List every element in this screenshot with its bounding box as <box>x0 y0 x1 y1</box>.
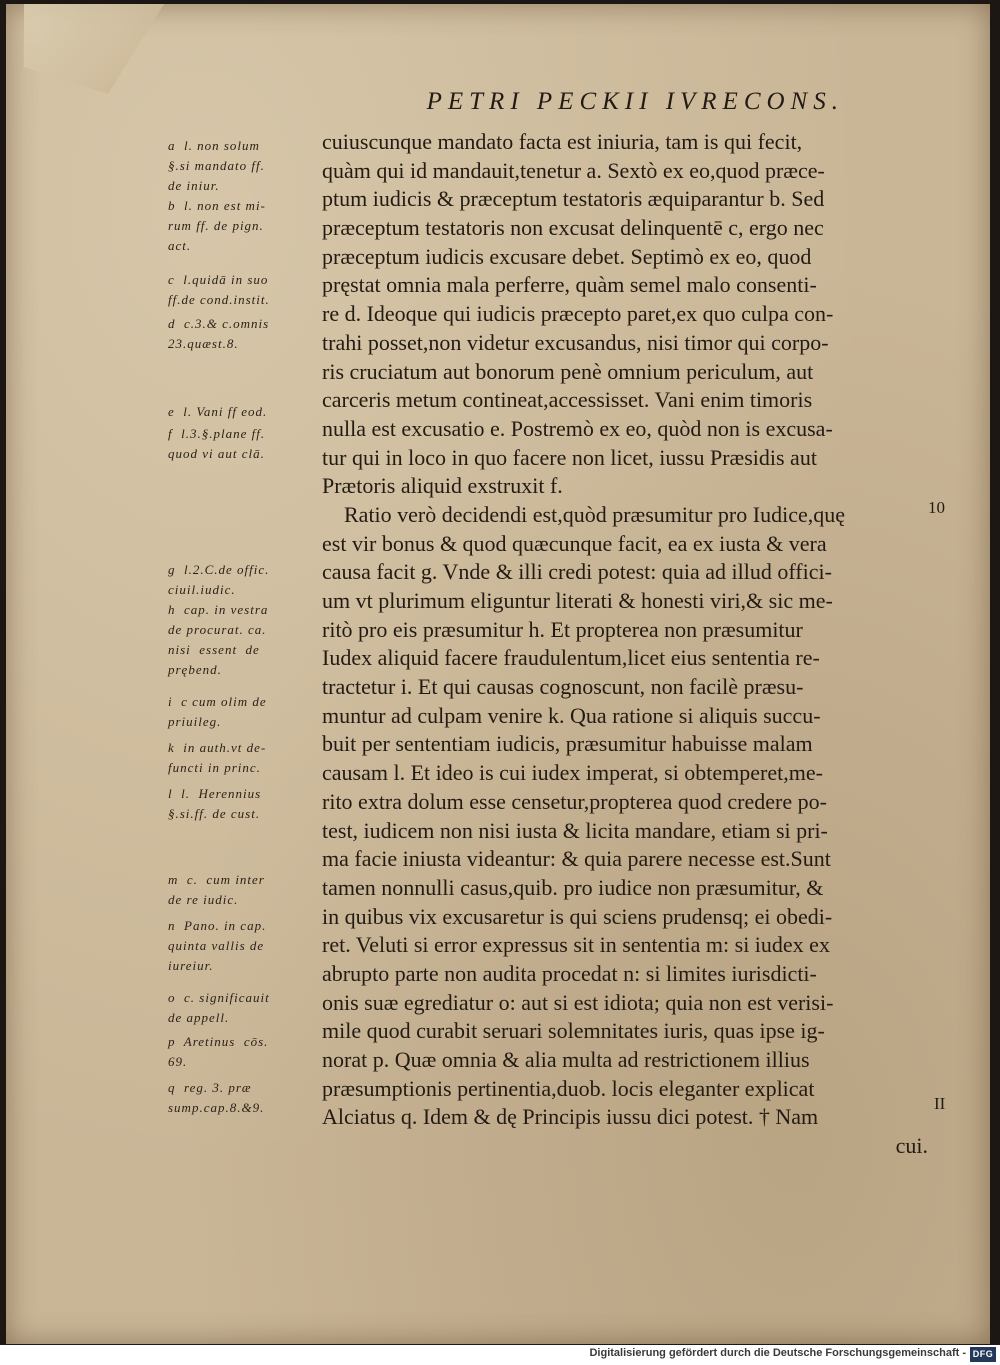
text-line: Iudex aliquid facere fraudulentum,licet eius sententia re- <box>322 645 820 671</box>
marginal-note: c l.quidā in suo ff.de cond.instit. <box>168 272 270 307</box>
text-line: Alciatus q. Idem & dę Principis iussu dici potest. † Nam <box>322 1104 819 1130</box>
text-line: cuiuscunque mandato facta est iniuria, tam is qui fecit, <box>322 129 803 154</box>
marginal-note: i c cum olim de priuileg. <box>168 694 267 729</box>
text-line: nulla est excusatio e. Postremò ex eo, quòd non is excusa- <box>322 415 833 441</box>
marginal-note: n Pano. in cap. quinta vallis de iureiur. <box>168 918 267 973</box>
text-line: pręstat omnia mala perferre, quàm semel malo consenti- <box>322 272 817 298</box>
text-line: buit per sententiam iudicis, præsumitur habuisse malam <box>322 731 813 757</box>
text-line: ris cruciatum aut bonorum penè omnium periculum, aut <box>322 358 814 384</box>
text-line: re d. Ideoque qui iudicis præcepto paret,ex quo culpa con- <box>322 301 834 327</box>
marginal-note: o c. significauit de appell. <box>168 990 270 1025</box>
main-text <box>322 128 928 1161</box>
marginal-note: e l. Vani ff eod. <box>168 404 268 419</box>
text-line: onis suæ egrediatur o: aut si est idiota; quia non est verisi- <box>322 989 834 1015</box>
marginal-note: m c. cum inter de re iudic. <box>168 872 265 907</box>
text-line: Ratio verò decidendi est,quòd præsumitur pro Iudice,quę <box>344 501 845 527</box>
line-number: II <box>934 1094 946 1113</box>
marginal-note: d c.3.& c.omnis 23.quæst.8. <box>168 316 270 351</box>
text-line: ma facie iniusta videantur: & quia parere necesse est.Sunt <box>322 846 831 872</box>
footer-bar <box>0 1345 1000 1365</box>
text-line: est vir bonus & quod quæcunque facit, ea ex iusta & vera <box>322 530 827 556</box>
text-line: præsumptionis pertinentia,duob. locis eleganter explicat <box>322 1075 815 1101</box>
text-line: test, iudicem non nisi iusta & licita mandare, etiam si pri- <box>322 817 828 843</box>
text-line: causam l. Et ideo is cui iudex imperat, si obtemperet,me- <box>322 760 823 786</box>
text-line: tur qui in loco in quo facere non licet, iussu Præsidis aut <box>322 444 817 470</box>
text-line: muntur ad culpam venire k. Qua ratione si aliquis succu- <box>322 702 821 728</box>
marginal-note: l l. Herennius §.si.ff. de cust. <box>168 786 262 821</box>
text-line: um vt plurimum eliguntur literati & honesti viri,& sic me- <box>322 588 833 613</box>
text-line: trahi posset,non videtur excusandus, nisi timor qui corpo- <box>322 329 829 355</box>
text-line: præceptum testatoris non excusat delinquentē c, ergo nec <box>322 215 824 241</box>
text-line: Prætoris aliquid exstruxit f. <box>322 473 563 499</box>
dfg-logo: DFG <box>970 1347 996 1362</box>
text-line: ret. Veluti si error expressus sit in sententia m: si iudex ex <box>322 932 830 958</box>
text-line: in quibus vix excusaretur is qui sciens prudensq; ei obedi- <box>322 903 833 929</box>
page-fold <box>24 4 164 94</box>
marginal-note: p Aretinus cōs. 69. <box>168 1034 269 1069</box>
text-line: carceris metum contineat,accessisset. Vani enim timoris <box>322 387 813 413</box>
text-line: abrupto parte non audita procedat n: si limites iurisdicti- <box>322 960 817 986</box>
text-line: quàm qui id mandauit,tenetur a. Sextò ex eo,quod præce- <box>322 157 825 183</box>
text-line: tamen nonnulli casus,quib. pro iudice non præsumitur, & <box>322 874 824 900</box>
text-line: præceptum iudicis excusare debet. Septimò ex eo, quod <box>322 243 812 269</box>
marginal-note: a l. non solum §.si mandato ff. de iniur. <box>168 138 265 193</box>
marginal-note: q reg. 3. præ sump.cap.8.&9. <box>168 1080 265 1115</box>
marginal-note: k in auth.vt de- functi in princ. <box>168 740 267 775</box>
marginal-note: g l.2.C.de offic. ciuil.iudic. <box>168 562 270 597</box>
text-line: mile quod curabit seruari solemnitates iuris, quas ipse ig- <box>322 1018 825 1044</box>
text-line: ritò pro eis præsumitur h. Et propterea non præsumitur <box>322 616 803 642</box>
text-line: ptum iudicis & præceptum testatoris æquiparantur b. Sed <box>322 186 825 212</box>
book-page <box>6 4 990 1344</box>
marginal-note: h cap. in vestra de procurat. ca. nisi essent de prębend. <box>168 602 269 677</box>
text-line: norat p. Quæ omnia & alia multa ad restrictionem illius <box>322 1047 810 1072</box>
marginal-note: b l. non est mi- rum ff. de pign. act. <box>168 198 266 253</box>
funding-notice: Digitalisierung gefördert durch die Deutsche Forschungsgemeinschaft - <box>589 1347 966 1359</box>
text-line: causa facit g. Vnde & illi credi potest: quia ad illud offici- <box>322 559 832 585</box>
running-head: PETRI PECKII IVRECONS. <box>426 88 844 115</box>
text-line: tractetur i. Et qui causas cognoscunt, non facilè præsu- <box>322 674 804 700</box>
line-number: 10 <box>928 498 945 517</box>
marginal-note: f l.3.§.plane ff. quod vi aut clā. <box>168 426 266 461</box>
catchword: cui. <box>895 1133 928 1159</box>
text-line: rito extra dolum esse censetur,propterea quod credere po- <box>322 788 827 814</box>
